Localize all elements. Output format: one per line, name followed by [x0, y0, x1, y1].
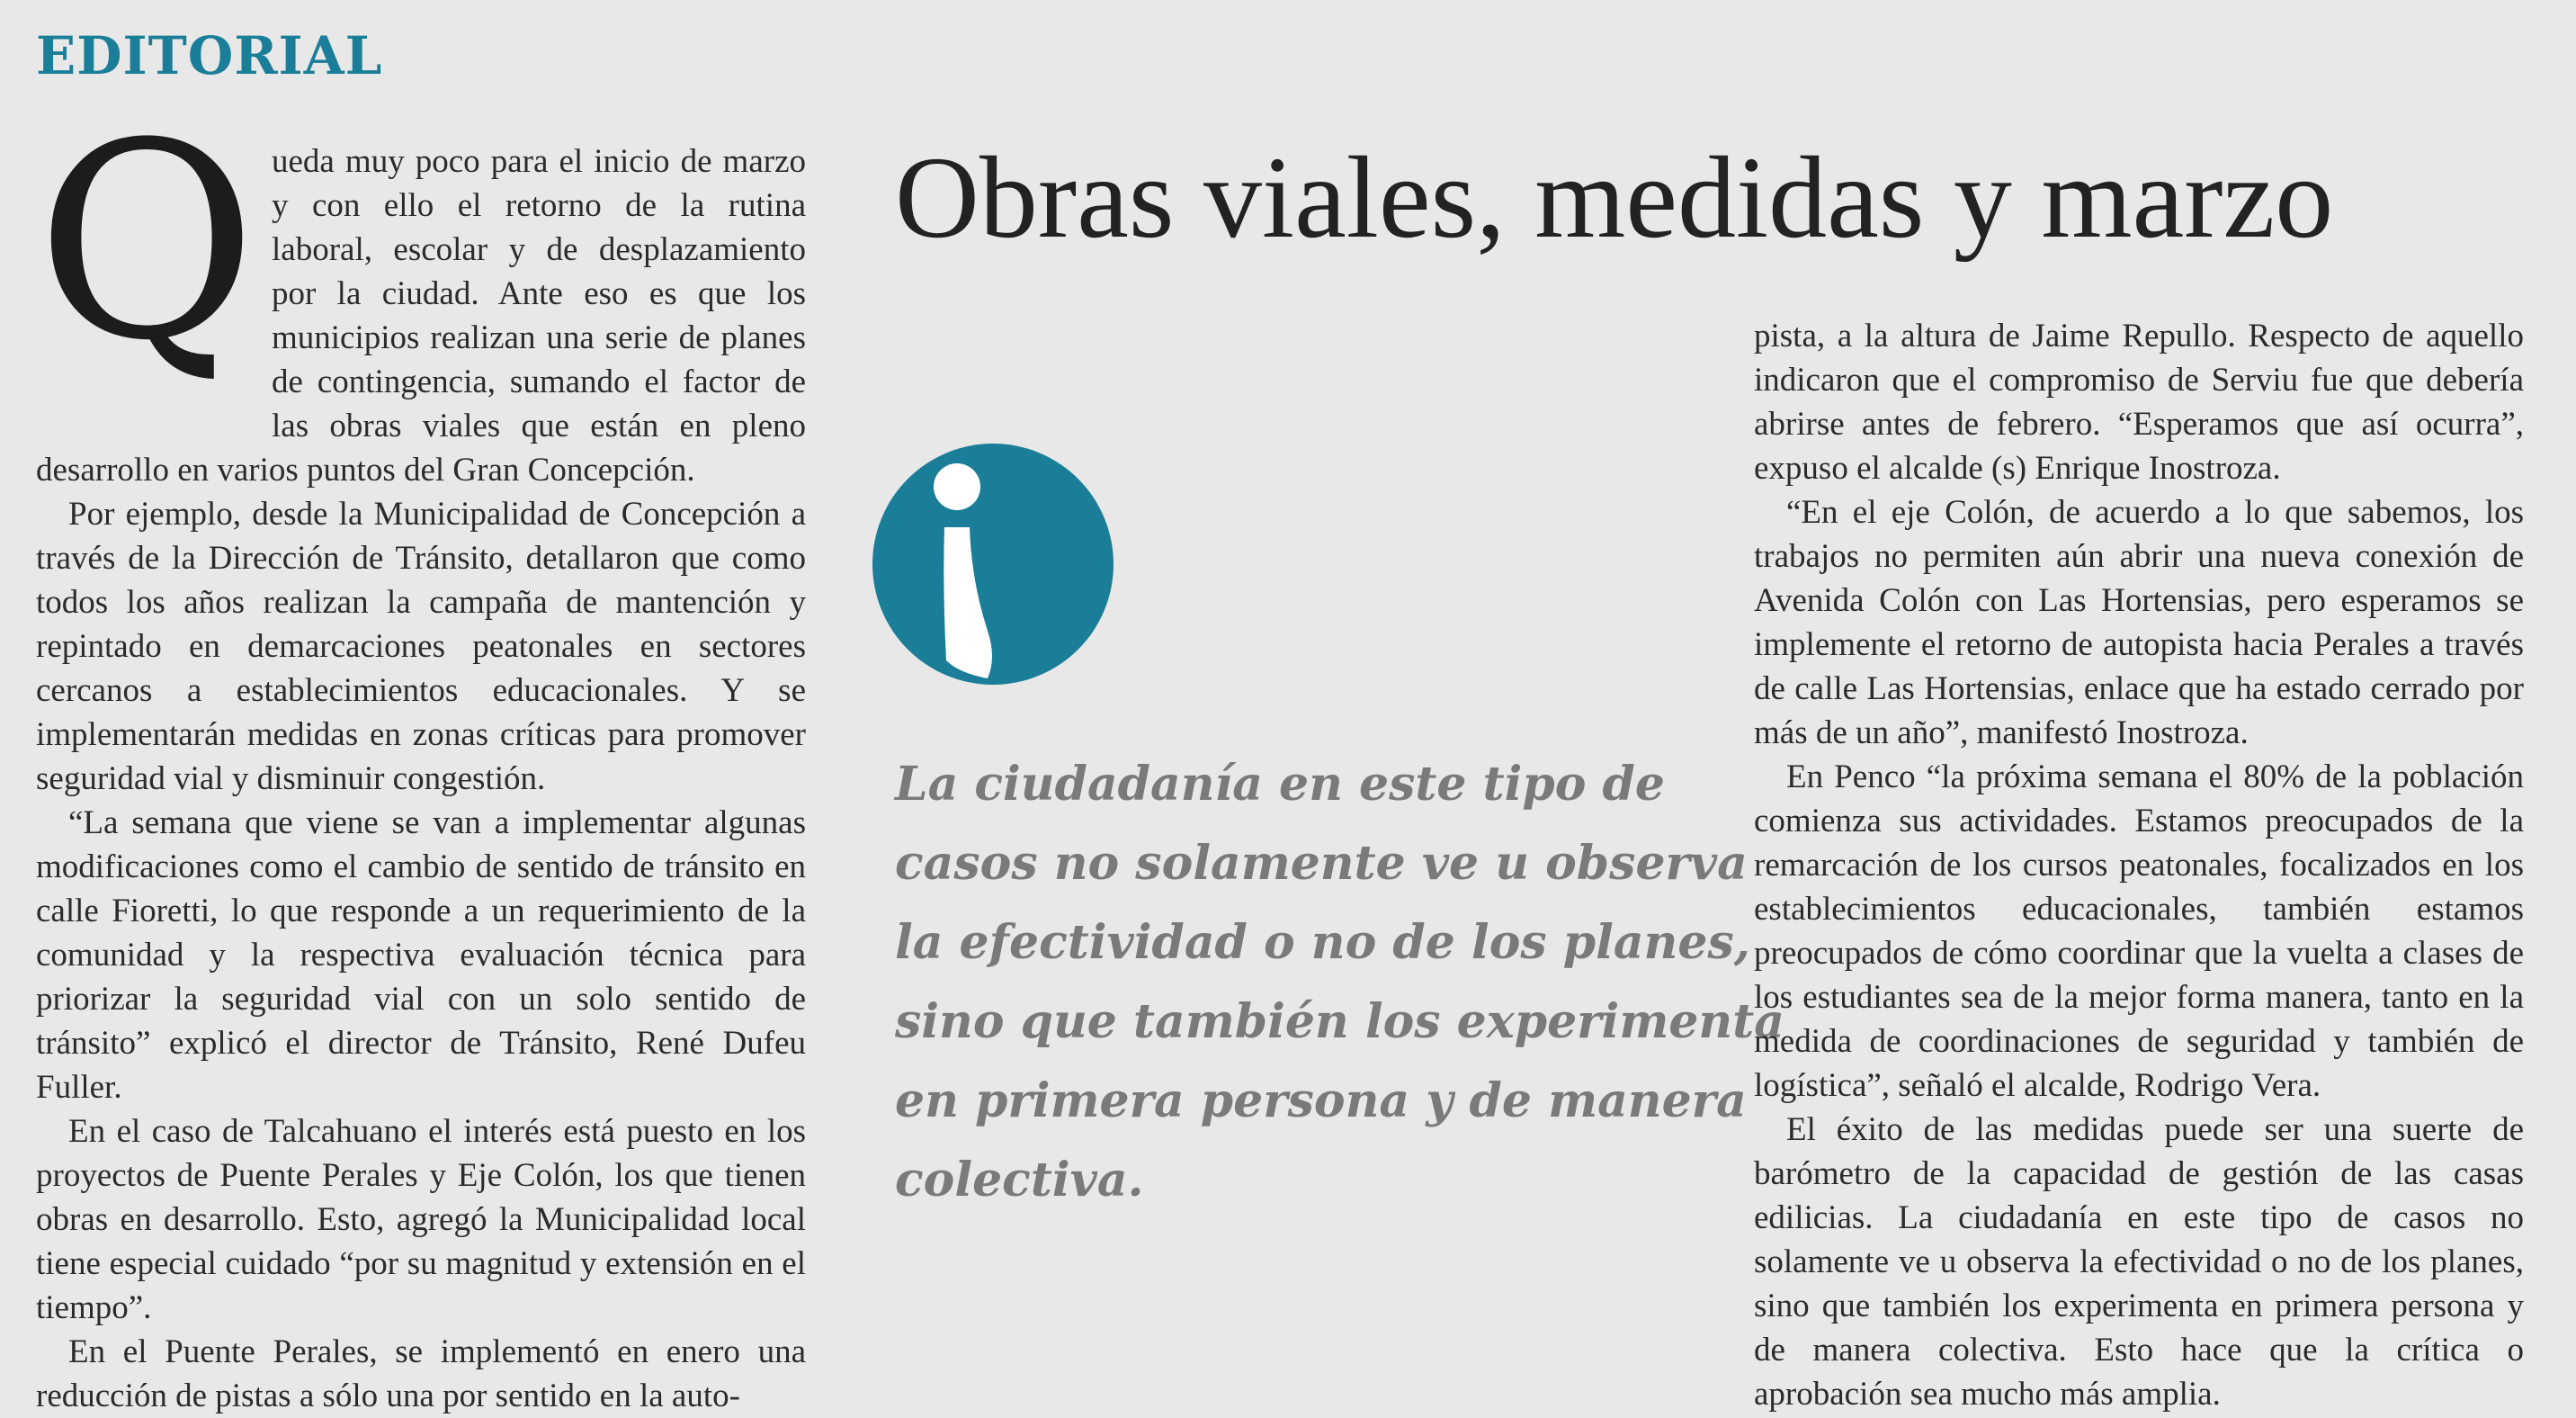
article-paragraph: En el Puente Perales, se implementó en enero una reducción de pistas a sólo una por sentido en la auto-: [36, 1333, 806, 1414]
pullquote-line: colectiva.: [895, 1153, 1144, 1207]
headline: Obras viales, medidas y marzo: [895, 133, 2334, 263]
pullquote-line: sino que también los experimenta: [895, 994, 1784, 1049]
article-column-left: [36, 85, 806, 1418]
article-paragraph: “La semana que viene se van a implementar algunas modificaciones como el cambio de sentido de tránsito en calle Fioretti, lo que responde a un requerimiento de la comunidad y la respectiva evaluación técnica para priorizar la seguridad vial con un solo sentido de tránsito” explicó el director de Tránsito, René Dufeu Fuller.: [36, 804, 806, 1106]
article-paragraph: En Penco “la próxima semana el 80% de la población comienza sus actividades. Estamos preocupados de la remarcación de los cursos peatonales, focalizados en los establecimientos educacionales, también estamos preocupados de cómo coordinar que la vuelta a clases de los estudiantes sea de la mejor forma manera, tanto en la medida de coordinaciones de seguridad y también de logística”, señaló el alcalde, Rodrigo Vera.: [1754, 758, 2524, 1104]
article-paragraph: “En el eje Colón, de acuerdo a lo que sabemos, los trabajos no permiten aún abrir una nueva conexión de Avenida Colón con Las Hortensias, pero esperamos se implemente el retorno de autopista hacia Perales a través de calle Las Hortensias, enlace que ha estado cerrado por más de un año”, manifestó Inostroza.: [1754, 494, 2524, 751]
dropcap: Q: [36, 85, 257, 399]
pullquote-line: en primera persona y de manera: [895, 1073, 1747, 1128]
pullquote-line: la efectividad o no de los planes,: [895, 915, 1750, 970]
section-label: EDITORIAL: [36, 25, 383, 86]
article-paragraph: Por ejemplo, desde la Municipalidad de Concepción a través de la Dirección de Tránsito, detallaron que como todos los años realizan la campaña de mantención y repintado en demarcaciones peatonales en sectores cercanos a establecimientos educacionales. Y se implementarán medidas en zonas críticas para promover seguridad vial y disminuir congestión.: [36, 496, 806, 797]
pullquote: [895, 745, 1784, 1220]
pullquote-line: La ciudadanía en este tipo de: [895, 757, 1665, 812]
pullquote-line: casos no solamente ve u observa: [895, 836, 1748, 891]
article-paragraph: En el caso de Talcahuano el interés está puesto en los proyectos de Puente Perales y Eje Colón, los que tienen obras en desarrollo. Esto, agregó la Municipalidad local tiene especial cuidado “por su magnitud y extensión en el tiempo”.: [36, 1113, 806, 1326]
article-paragraph: El éxito de las medidas puede ser una suerte de barómetro de la capacidad de gestión de las casas edilicias. La ciudadanía en este tipo de casos no solamente ve u observa la efectividad o no de los planes, sino que también los experimenta en primera persona y de manera colectiva. Esto hace que la crítica o aprobación sea mucho más amplia.: [1754, 1111, 2524, 1413]
article-paragraph: pista, a la altura de Jaime Repullo. Respecto de aquello indicaron que el compromiso de Serviu fue que debería abrirse antes de febrero. “Esperamos que así ocurra”, expuso el alcalde (s) Enrique Inostroza.: [1754, 318, 2524, 487]
info-icon-graphic: [872, 437, 1114, 691]
article-column-right: [1754, 314, 2524, 1416]
info-icon: [872, 437, 1114, 691]
article-paragraph: ueda muy poco para el inicio de marzo y con ello el retorno de la rutina laboral, escolar y de desplazamiento por la ciudad. Ante eso es que los municipios realizan una serie de planes de contingencia, sumando el factor de las obras viales que están en pleno desarrollo en varios puntos del Gran Concepción.: [36, 143, 806, 489]
